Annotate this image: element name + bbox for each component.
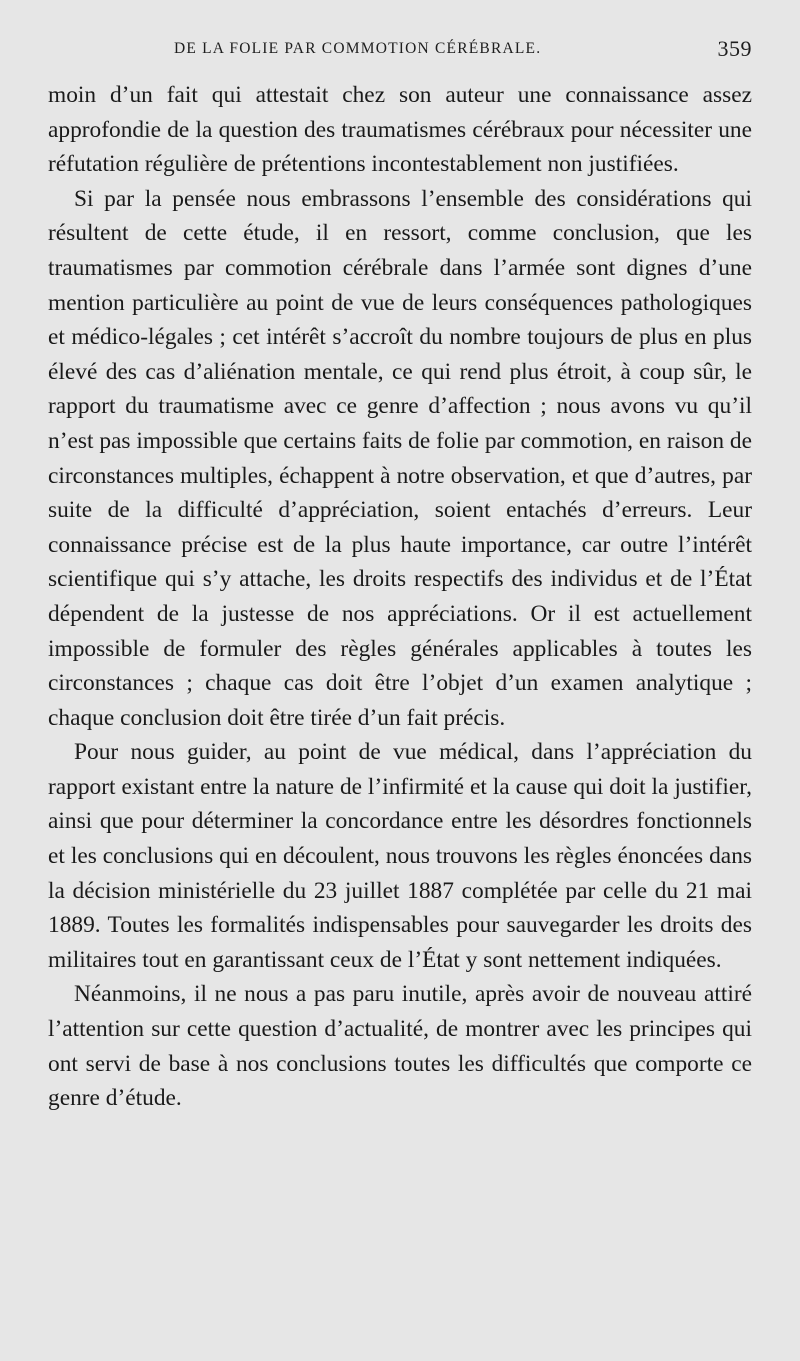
running-title: DE LA FOLIE PAR COMMOTION CÉRÉBRALE. [174, 40, 542, 57]
body-text [48, 78, 752, 1116]
paragraph-continuation: moin d’un fait qui attestait chez son auteur une connaissance assez approfondie de la question des traumatismes cérébraux pour nécessiter une réfutation régulière de prétentions incontestablement non justifiées. [48, 82, 752, 178]
paragraph-guidance: Pour nous guider, au point de vue médical, dans l’appréciation du rapport existant entre la nature de l’infirmité et la cause qui doit la justifier, ainsi que pour déterminer la concordance entre les désordres fonctionnels et les conclusions qui en découlent, nous trouvons les règles énoncées dans la décision ministérielle du 23 juillet 1887 complétée par celle du 21 mai 1889. Toutes les formalités indispensables pour sauvegarder les droits des militaires tout en garantissant ceux de l’État y sont nettement indiquées. [48, 739, 752, 973]
running-head [48, 38, 752, 78]
paragraph-conclusion: Si par la pensée nous embrassons l’ensemble des considérations qui résultent de cette étude, il en ressort, comme conclusion, que les traumatismes par commotion cérébrale dans l’armée sont dignes d’une mention particulière au point de vue de leurs conséquences pathologiques et médico-légales ; cet intérêt s’accroît du nombre toujours de plus en plus élevé des cas d’aliénation mentale, ce qui rend plus étroit, à coup sûr, le rapport du traumatisme avec ce genre d’affection ; nous avons vu qu’il n’est pas impossible que certains faits de folie par commotion, en raison de circonstances multiples, échappent à notre observation, et que d’autres, par suite de la difficulté d’appréciation, soient entachés d’erreurs. Leur connaissance précise est de la plus haute importance, car outre l’intérêt scientifique qui s’y attache, les droits respectifs des individus et de l’État dépendent de la justesse de nos appréciations. Or il est actuellement impossible de formuler des règles générales applicables à toutes les circonstances ; chaque cas doit être l’objet d’un examen analytique ; chaque conclusion doit être tirée d’un fait précis. [48, 185, 752, 731]
paragraph-closing: Néanmoins, il ne nous a pas paru inutile, après avoir de nouveau attiré l’attention sur cette question d’actualité, de montrer avec les principes qui ont servi de base à nos conclusions toutes les difficultés que comporte ce genre d’étude. [48, 981, 752, 1112]
page-number: 359 [717, 36, 752, 61]
